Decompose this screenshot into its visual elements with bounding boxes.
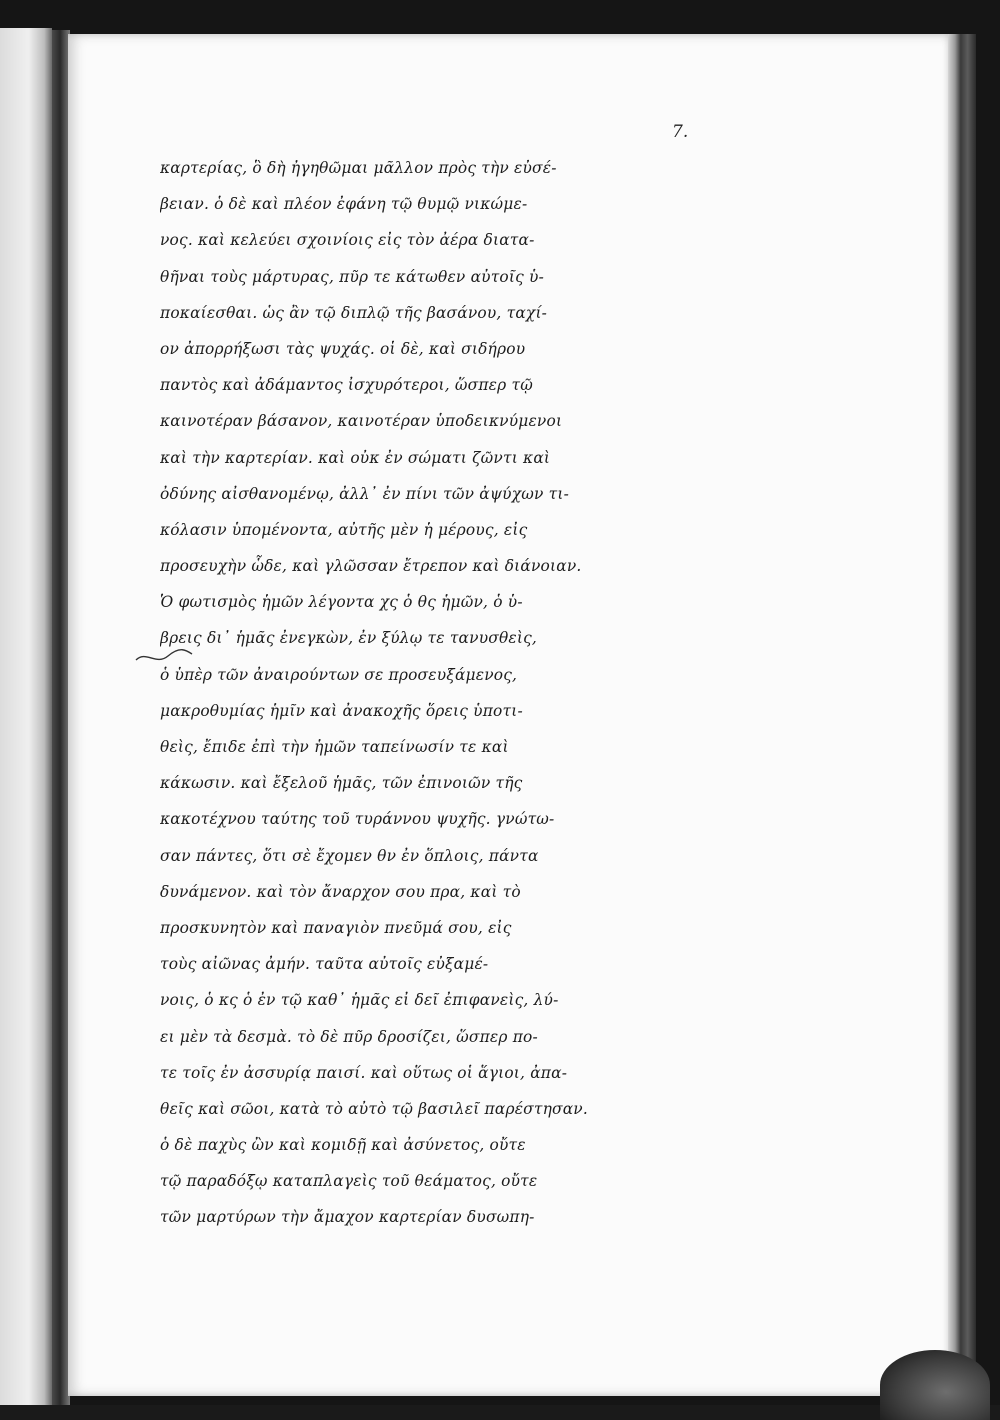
text-line: καινοτέραν βάσανον, καινοτέραν ὑποδεικνύμενοι	[160, 412, 563, 431]
text-line: κακοτέχνου ταύτης τοῦ τυράννου ψυχῆς. γνώτω-	[160, 810, 555, 829]
text-line: θεὶς, ἔπιδε ἐπὶ τὴν ἡμῶν ταπείνωσίν τε καὶ	[160, 738, 509, 756]
text-line: τοὺς αἰῶνας ἀμήν. ταῦτα αὐτοῖς εὐξαμέ-	[160, 955, 489, 974]
text-line: ον ἀπορρήξωσι τὰς ψυχάς. οἱ δὲ, καὶ σιδήρου	[160, 339, 526, 358]
folio-number: 7.	[672, 122, 689, 142]
text-line: νος. καὶ κελεύει σχοινίοις εἰς τὸν ἀέρα διατα-	[160, 231, 535, 250]
text-line: καὶ τὴν καρτερίαν. καὶ οὐκ ἐν σώματι ζῶντι καὶ	[160, 448, 551, 467]
text-line: θεῖς καὶ σῶοι, κατὰ τὸ αὐτὸ τῷ βασιλεῖ παρέστησαν.	[160, 1099, 588, 1118]
text-line: τε τοῖς ἐν ἀσσυρίᾳ παισί. καὶ οὕτως οἱ ἅγιοι, ἀπα-	[160, 1063, 568, 1082]
text-line: τῷ παραδόξῳ καταπλαγεὶς τοῦ θεάματος, οὔτε	[160, 1172, 538, 1191]
text-line: νοις, ὁ κς ὁ ἐν τῷ καθ᾽ ἡμᾶς εἰ δεῖ ἐπιφανεὶς, λύ-	[160, 991, 559, 1010]
text-line: τῶν μαρτύρων τὴν ἄμαχον καρτερίαν δυσωπη-	[160, 1208, 535, 1227]
text-line: ὁ δὲ παχὺς ὢν καὶ κομιδῇ καὶ ἀσύνετος, οὔτε	[160, 1136, 526, 1155]
page-stack-edge	[948, 34, 976, 1399]
text-line: ποκαίεσθαι. ὡς ἂν τῷ διπλῷ τῆς βασάνου, ταχί-	[160, 303, 548, 322]
text-line: ὀδύνης αἰσθανομένῳ, ἀλλ᾽ ἐν πίνι τῶν ἀψύχων τι-	[160, 484, 569, 503]
holder-thumb	[880, 1350, 990, 1420]
text-line: προσευχὴν ὧδε, καὶ γλῶσσαν ἔτρεπον καὶ διάνοιαν.	[160, 557, 582, 576]
text-line: θῆναι τοὺς μάρτυρας, πῦρ τε κάτωθεν αὐτοῖς ὑ-	[160, 267, 545, 286]
text-line: ὁ ὑπὲρ τῶν ἀναιρούντων σε προσευξάμενος,	[160, 665, 518, 684]
text-line: κόλασιν ὑπομένοντα, αὐτῆς μὲν ἡ μέρους, εἰς	[160, 520, 528, 539]
text-line: προσκυνητὸν καὶ παναγιὸν πνεῦμά σου, εἰς	[160, 918, 512, 937]
text-block	[160, 150, 690, 1236]
text-line: καρτερίας, ὃ δὴ ἠγηθῶμαι μᾶλλον πρὸς τὴν εὐσέ-	[160, 159, 557, 177]
text-line: βειαν. ὁ δὲ καὶ πλέον ἐφάνη τῷ θυμῷ νικώμε-	[160, 195, 528, 214]
text-line: βρεις δι᾽ ἡμᾶς ἐνεγκὼν, ἐν ξύλῳ τε τανυσθεὶς,	[160, 629, 538, 648]
text-line: μακροθυμίας ἡμῖν καὶ ἀνακοχῆς ὅρεις ὑποτι-	[160, 701, 523, 720]
text-line: σαν πάντες, ὅτι σὲ ἔχομεν θν ἐν ὅπλοις, πάντα	[160, 846, 539, 865]
text-line: κάκωσιν. καὶ ἔξελοῦ ἡμᾶς, τῶν ἐπινοιῶν τῆς	[160, 774, 523, 793]
facing-page-edge	[0, 28, 52, 1405]
text-line: παντὸς καὶ ἀδάμαντος ἰσχυρότεροι, ὥσπερ τῷ	[160, 376, 533, 395]
text-line: δυνάμενον. καὶ τὸν ἄναρχον σου πρα, καὶ τὸ	[160, 882, 521, 901]
text-line: ει μὲν τὰ δεσμὰ. τὸ δὲ πῦρ δροσίζει, ὥσπερ πο-	[160, 1027, 538, 1046]
text-line: Ὁ φωτισμὸς ἡμῶν λέγοντα χς ὁ θς ἡμῶν, ὁ ὑ-	[160, 593, 523, 612]
